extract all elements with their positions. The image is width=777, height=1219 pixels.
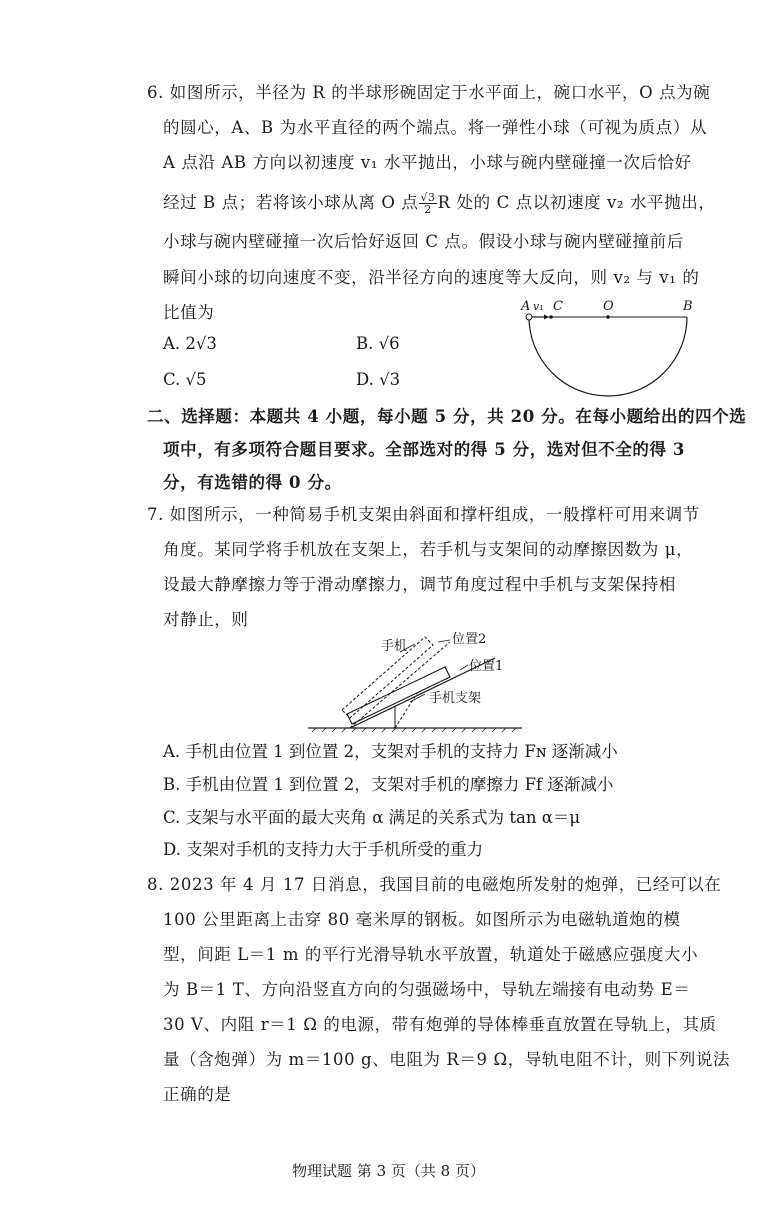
q8-line-2: 100 公里距离上击穿 80 毫米厚的钢板。如图所示为电磁轨道炮的模 xyxy=(163,910,681,929)
q7-line-1: 7. 如图所示，一种简易手机支架由斜面和撑杆组成，一般撑杆可用来调节 xyxy=(147,505,700,524)
section2-line-3: 分，有选错的得 0 分。 xyxy=(163,473,342,492)
label-a: A xyxy=(521,299,531,314)
q7-option-b: B. 手机由位置 1 到位置 2，支架对手机的摩擦力 Ff 逐渐减小 xyxy=(163,775,614,794)
page-footer: 物理试题 第 3 页（共 8 页） xyxy=(292,1162,485,1180)
label-b: B xyxy=(683,299,693,314)
label-c: C xyxy=(553,299,563,314)
q6-line-4-post: R 处的 C 点以初速度 v₂ 水平抛出， xyxy=(437,193,716,212)
label-position-2: 位置2 xyxy=(452,632,487,647)
q6-line-5: 小球与碗内壁碰撞一次后恰好返回 C 点。假设小球与碗内壁碰撞前后 xyxy=(163,232,684,251)
ball-at-a xyxy=(526,314,532,320)
q6-option-b: B. √6 xyxy=(356,334,400,353)
q6-line-7: 比值为 xyxy=(163,303,215,322)
q7-option-c: C. 支架与水平面的最大夹角 α 满足的关系式为 tan α＝μ xyxy=(163,808,581,827)
q6-option-d: D. √3 xyxy=(356,370,401,389)
pos1-leader xyxy=(460,665,468,670)
incline-position-2 xyxy=(350,642,450,728)
q6-line-3: A 点沿 AB 方向以初速度 v₁ 水平抛出，小球与碗内壁碰撞一次后恰好 xyxy=(163,153,692,172)
label-phone-stand: 手机支架 xyxy=(429,691,482,706)
q8-line-1: 8. 2023 年 4 月 17 日消息，我国目前的电磁炮所发射的炮弹，已经可以在 xyxy=(147,875,722,894)
q7-line-2: 角度。某同学将手机放在支架上，若手机与支架间的动摩擦因数为 μ， xyxy=(163,540,694,559)
section2-line-2: 项中，有多项符合题目要求。全部选对的得 5 分，选对但不全的得 3 xyxy=(163,440,685,459)
sqrt3-over-2-fraction xyxy=(419,192,436,215)
point-o-dot xyxy=(606,315,610,319)
q7-option-d: D. 支架对手机的支持力大于手机所受的重力 xyxy=(163,840,484,859)
q8-line-5: 30 V、内阻 r＝1 Ω 的电源，带有炮弹的导体棒垂直放置在导轨上，其质 xyxy=(163,1015,717,1034)
fraction-denominator: 2 xyxy=(424,203,432,216)
q8-line-7: 正确的是 xyxy=(163,1085,232,1104)
q6-line-2: 的圆心，A、B 为水平直径的两个端点。将一弹性小球（可视为质点）从 xyxy=(163,118,708,137)
label-o: O xyxy=(603,299,614,314)
velocity-arrowhead xyxy=(544,315,549,320)
section2-line-1: 二、选择题：本题共 4 小题，每小题 5 分，共 20 分。在每小题给出的四个选 xyxy=(147,407,747,426)
q7-option-a: A. 手机由位置 1 到位置 2，支架对手机的支持力 Fɴ 逐渐减小 xyxy=(163,742,618,761)
q6-option-c: C. √5 xyxy=(163,370,207,389)
pos2-leader xyxy=(438,640,450,642)
label-position-1: 位置1 xyxy=(469,659,504,674)
q8-line-4: 为 B＝1 T、方向沿竖直方向的匀强磁场中，导轨左端接有电动势 E＝ xyxy=(163,980,691,999)
bowl-arc xyxy=(529,317,687,396)
q7-line-3: 设最大静摩擦力等于滑动摩擦力，调节角度过程中手机与支架保持相 xyxy=(163,575,676,594)
q6-line-4 xyxy=(163,192,715,215)
q6-option-a: A. 2√3 xyxy=(163,334,217,353)
label-phone: 手机 xyxy=(381,639,408,654)
q6-line-4-pre: 经过 B 点；若将该小球从离 O 点 xyxy=(163,193,419,212)
label-v1: v₁ xyxy=(533,300,544,313)
q6-line-6: 瞬间小球的切向速度不变，沿半径方向的速度等大反向，则 v₂ 与 v₁ 的 xyxy=(163,268,700,287)
q8-line-6: 量（含炮弹）为 m＝100 g、电阻为 R＝9 Ω，导轨电阻不计，则下列说法 xyxy=(163,1050,731,1069)
point-c-dot xyxy=(549,315,553,319)
q8-line-3: 型，间距 L＝1 m 的平行光滑导轨水平放置，轨道处于磁感应强度大小 xyxy=(163,945,699,964)
q6-line-1: 6. 如图所示，半径为 R 的半球形碗固定于水平面上，碗口水平，O 点为碗 xyxy=(147,83,711,102)
fraction-numerator: √3 xyxy=(420,191,436,204)
q7-line-4: 对静止，则 xyxy=(163,610,249,629)
q7-phone-stand-figure xyxy=(300,622,540,737)
